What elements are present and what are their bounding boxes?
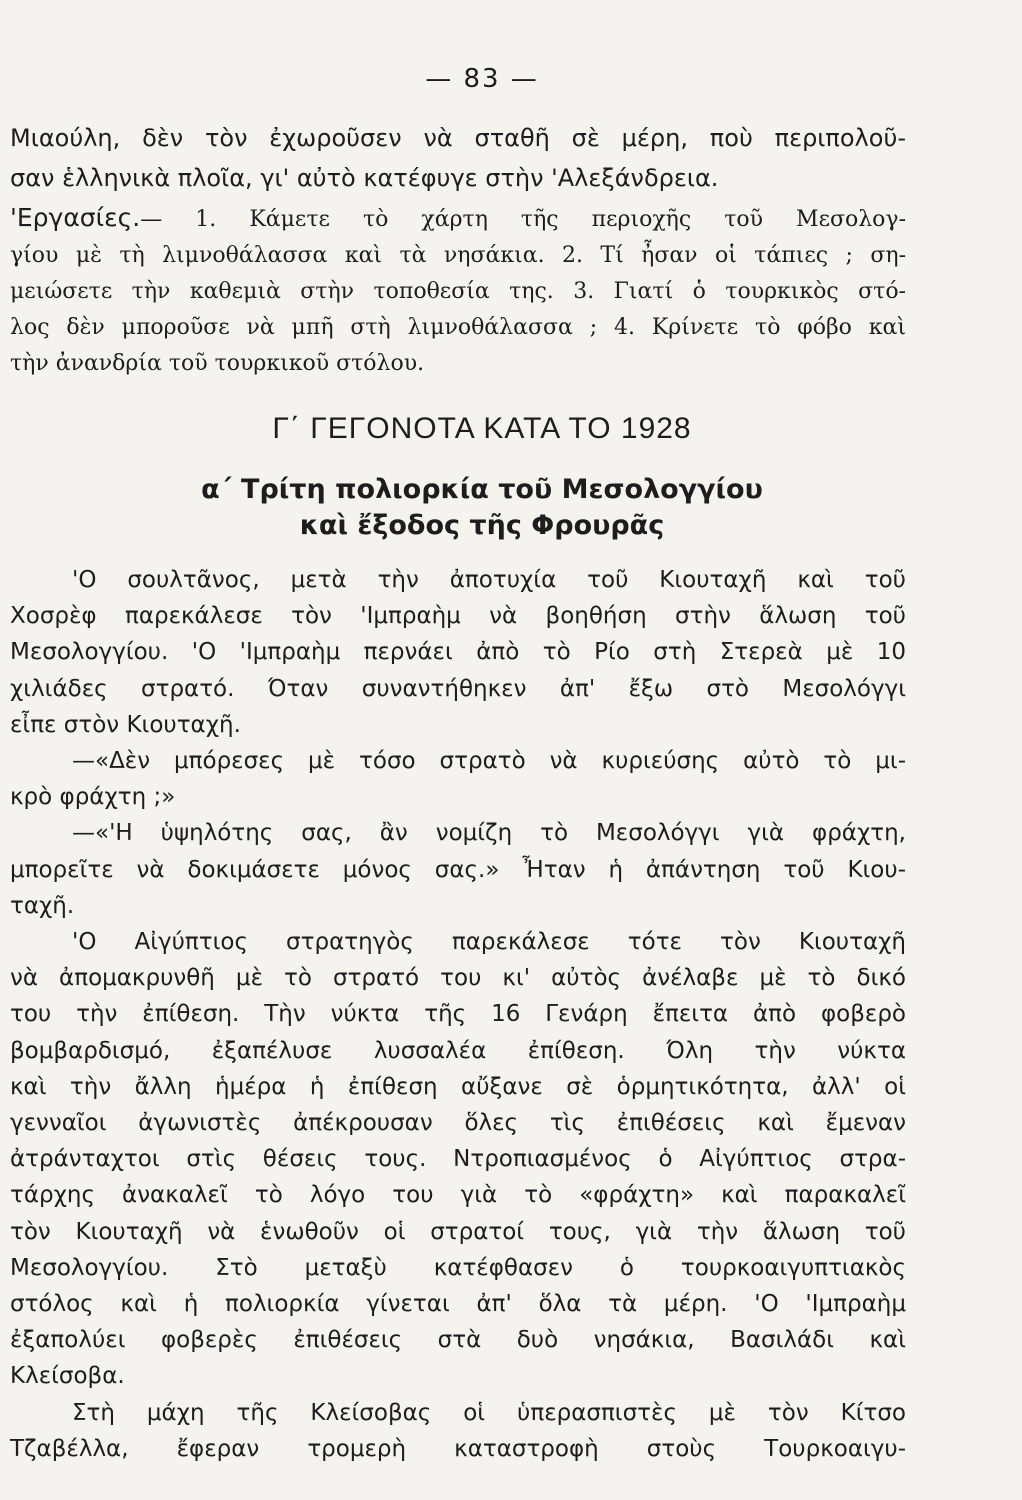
text-line: Τζαβέλλα, ἔφεραν τρομερὴ καταστροφὴ στοὺς Τουρκοαιγυ- bbox=[10, 1435, 906, 1462]
intro-paragraph bbox=[10, 118, 906, 198]
exercise-line: τὴν ἀνανδρία τοῦ τουρκικοῦ στόλου. bbox=[10, 351, 425, 376]
text-line: χιλιάδες στρατό. Όταν συναντήθηκεν ἀπ' ἔξω στὸ Μεσολόγγι bbox=[10, 675, 906, 702]
text-line: Στὴ μάχη τῆς Κλείσοβας οἱ ὑπερασπιστὲς μὲ τὸν Κίτσο bbox=[72, 1399, 906, 1426]
text-line: Κλείσοβα. bbox=[10, 1363, 125, 1390]
exercise-line: λος δὲν μποροῦσε νὰ μπῆ στὴ λιμνοθάλασσα ; 4. Κρίνετε τὸ φόβο καὶ bbox=[10, 315, 906, 340]
text-line: ταχῆ. bbox=[10, 892, 75, 919]
subheading bbox=[0, 472, 964, 544]
subheading-line: καὶ ἔξοδος τῆς Φρουρᾶς bbox=[299, 510, 665, 541]
text-line: Μεσολογγίου. Στὸ μεταξὺ κατέφθασεν ὁ τουρκοαιγυπτιακὸς bbox=[10, 1254, 906, 1281]
body-text bbox=[10, 562, 906, 1467]
exercise-line: μειώσετε τὴν καθεμιὰ στὴν τοποθεσία της. 3. Γιατί ὁ τουρκικὸς στό- bbox=[10, 279, 906, 304]
text-line: Μεσολογγίου. 'Ο 'Ιμπραὴμ περνάει ἀπὸ τὸ Ρίο στὴ Στερεὰ μὲ 10 bbox=[10, 639, 906, 666]
text-line: ἀτράνταχτοι στὶς θέσεις τους. Ντροπιασμένος ὁ Αἰγύπτιος στρα- bbox=[10, 1146, 906, 1173]
text-line: μπορεῖτε νὰ δοκιμάσετε μόνος σας.» Ἦταν ἡ ἀπάντηση τοῦ Κιου- bbox=[10, 856, 906, 883]
text-line: γενναῖοι ἀγωνιστὲς ἀπέκρουσαν ὅλες τὶς ἐπιθέσεις καὶ ἔμεναν bbox=[10, 1110, 906, 1137]
text-line: ἐξαπολύει φοβερὲς ἐπιθέσεις στὰ δυὸ νησάκια, Βασιλάδι καὶ bbox=[10, 1327, 906, 1354]
text-line: νὰ ἀπομακρυνθῆ μὲ τὸ στρατό του κι' αὐτὸς ἀνέλαβε μὲ τὸ δικό bbox=[10, 965, 906, 992]
exercise-line bbox=[10, 200, 906, 238]
text-line: καὶ τὴν ἄλλη ἡμέρα ἡ ἐπίθεση αὔξανε σὲ ὁρμητικότητα, ἀλλ' οἱ bbox=[10, 1073, 906, 1100]
text-line: του τὴν ἐπίθεση. Τὴν νύκτα τῆς 16 Γενάρη ἔπειτα ἀπὸ φοβερὸ bbox=[10, 1001, 906, 1028]
text-line: 'Ο Αἰγύπτιος στρατηγὸς παρεκάλεσε τότε τὸν Κιουταχῆ bbox=[72, 929, 906, 956]
exercise-line-text: — 1. Κάμετε τὸ χάρτη τῆς περιοχῆς τοῦ Μεσολογ- bbox=[140, 207, 906, 232]
text-line: 'Ο σουλτᾶνος, μετὰ τὴν ἀποτυχία τοῦ Κιουταχῆ καὶ τοῦ bbox=[72, 567, 906, 593]
text-line: —«Δὲν μπόρεσες μὲ τόσο στρατὸ νὰ κυριεύσης αὐτὸ τὸ μι- bbox=[72, 748, 906, 775]
section-heading: Γ΄ ΓΕΓΟΝΟΤΑ ΚΑΤΑ ΤΟ 1928 bbox=[272, 412, 692, 445]
exercises-label: 'Εργασίες. bbox=[10, 203, 141, 232]
text-line: —«'Η ὑψηλότης σας, ἂν νομίζη τὸ Μεσολόγγι γιὰ φράχτη, bbox=[72, 820, 906, 847]
text-line: σαν ἑλληνικὰ πλοῖα, γι' αὐτὸ κατέφυγε στὴν 'Αλεξάνδρεια. bbox=[10, 164, 719, 192]
text-line: βομβαρδισμό, ἐξαπέλυσε λυσσαλέα ἐπίθεση. Όλη τὴν νύκτα bbox=[10, 1037, 906, 1064]
exercise-line: γίου μὲ τὴ λιμνοθάλασσα καὶ τὰ νησάκια. 2. Τί ἦσαν οἱ τάπιες ; ση- bbox=[10, 243, 906, 268]
subheading-line: α΄ Τρίτη πολιορκία τοῦ Μεσολογγίου bbox=[201, 474, 763, 505]
text-line: Χοσρὲφ παρεκάλεσε τὸν 'Ιμπραὴμ νὰ βοηθήση στὴν ἅλωση τοῦ bbox=[10, 603, 906, 630]
page-number: — 83 — bbox=[425, 64, 539, 94]
text-line: τάρχης ἀνακαλεῖ τὸ λόγο του γιὰ τὸ «φράχτη» καὶ παρακαλεῖ bbox=[10, 1182, 906, 1209]
exercises-paragraph bbox=[10, 200, 906, 382]
text-line: κρὸ φράχτη ;» bbox=[10, 784, 176, 811]
text-line: Μιαούλη, δὲν τὸν ἐχωροῦσεν νὰ σταθῆ σὲ μέρη, ποὺ περιπολοῦ- bbox=[10, 124, 906, 152]
text-line: τὸν Κιουταχῆ νὰ ἑνωθοῦν οἱ στρατοί τους, γιὰ τὴν ἅλωση τοῦ bbox=[10, 1218, 906, 1245]
text-line: στόλος καὶ ἡ πολιορκία γίνεται ἀπ' ὅλα τὰ μέρη. 'Ο 'Ιμπραὴμ bbox=[10, 1291, 906, 1318]
text-line: εἶπε στὸν Κιουταχῆ. bbox=[10, 711, 241, 738]
